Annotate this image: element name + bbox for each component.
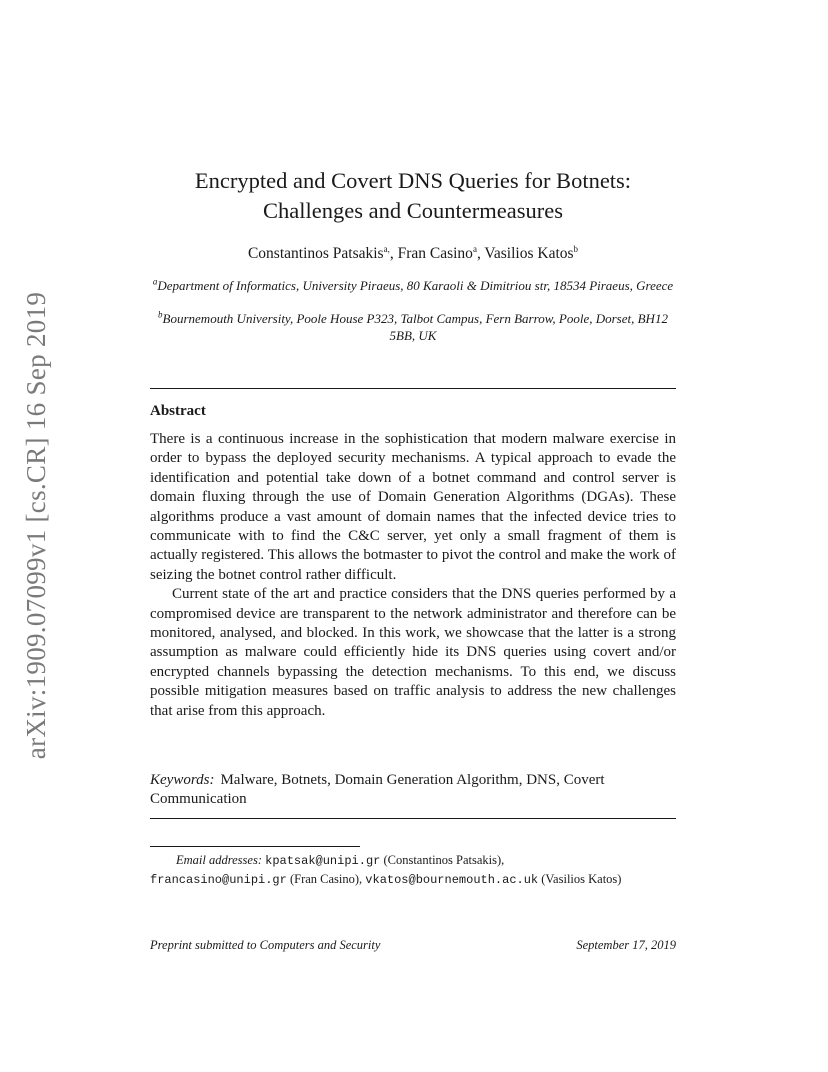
author-name: Vasilios Katos xyxy=(484,245,574,262)
email-owner: (Fran Casino), xyxy=(289,872,363,886)
arxiv-id-text: arXiv:1909.07099v1 [cs.CR] 16 Sep 2019 xyxy=(21,291,52,759)
author-affiliation-mark: a xyxy=(472,243,477,254)
abstract-top-rule xyxy=(150,388,676,389)
affiliation-b xyxy=(150,311,676,344)
author-name: Constantinos Patsakis xyxy=(247,245,384,262)
abstract-body xyxy=(150,430,676,721)
abstract-paragraph-1: There is a continuous increase in the sophistication that modern malware exercise in order to bypass the deployed security mechanisms. A typical approach to evade the identification and potential take down of a botnet command and control server is domain fluxing through the use of Domain Generation Algorithms (DGAs). These algorithms produce a vast amount of domain names that the infected device tries to communicate with to find the C&C server, yet only a small fragment of them is actually registered. This allows the botmaster to pivot the control and make the work of seizing the botnet control rather difficult. xyxy=(150,431,676,583)
author-affiliation-mark: a, xyxy=(383,243,390,254)
author-affiliation-mark: b xyxy=(573,243,579,254)
author-separator: , xyxy=(476,245,485,262)
keywords-text: Malware, Botnets, Domain Generation Algorithm, DNS, Covert Communication xyxy=(150,772,605,808)
email-address[interactable]: vkatos@bournemouth.ac.uk xyxy=(365,873,539,887)
email-footnote xyxy=(150,851,676,889)
paper-title xyxy=(150,166,676,226)
email-address[interactable]: kpatsak@unipi.gr xyxy=(265,854,381,868)
abstract-paragraph-2: Current state of the art and practice considers that the DNS queries performed by a compromised device are transparent to the network administrator and therefore can be monitored, analysed, and blocked. In this work, we showcase that the latter is a strong assumption as malware could efficiently hide its DNS queries using covert and/or encrypted channels bypassing the detection mechanisms. To this end, we discuss possible mitigation measures based on traffic analysis to address the new challenges that arise from this approach. xyxy=(150,586,676,719)
email-address[interactable]: francasino@unipi.gr xyxy=(150,873,287,887)
author-list xyxy=(150,245,676,263)
email-label: Email addresses: xyxy=(176,853,262,867)
footnote-rule xyxy=(150,846,360,847)
abstract-heading: Abstract xyxy=(150,403,206,419)
preprint-date: September 17, 2019 xyxy=(576,938,676,952)
email-owner: (Vasilios Katos) xyxy=(541,872,622,886)
title-line-1: Encrypted and Covert DNS Queries for Botnets: xyxy=(194,168,632,193)
keywords-label: Keywords: xyxy=(150,772,215,788)
page-footer xyxy=(150,938,676,953)
abstract-bottom-rule xyxy=(150,818,676,819)
keywords xyxy=(150,771,650,810)
affiliation-a xyxy=(150,278,676,295)
title-line-2: Challenges and Countermeasures xyxy=(263,198,563,223)
preprint-note: Preprint submitted to Computers and Security xyxy=(150,938,381,952)
author-separator: , xyxy=(389,245,398,262)
affiliation-mark: b xyxy=(158,309,163,320)
author-name: Fran Casino xyxy=(397,245,473,262)
affiliation-mark: a xyxy=(152,276,158,287)
affiliation-text: Bournemouth University, Poole House P323, Talbot Campus, Fern Barrow, Poole, Dorset, BH12 5BB, UK xyxy=(162,311,668,343)
arxiv-identifier-sidebar xyxy=(12,290,62,760)
email-owner: (Constantinos Patsakis), xyxy=(383,853,505,867)
affiliation-text: Department of Informatics, University Piraeus, 80 Karaoli & Dimitriou str, 18534 Piraeus, Greece xyxy=(157,278,674,293)
